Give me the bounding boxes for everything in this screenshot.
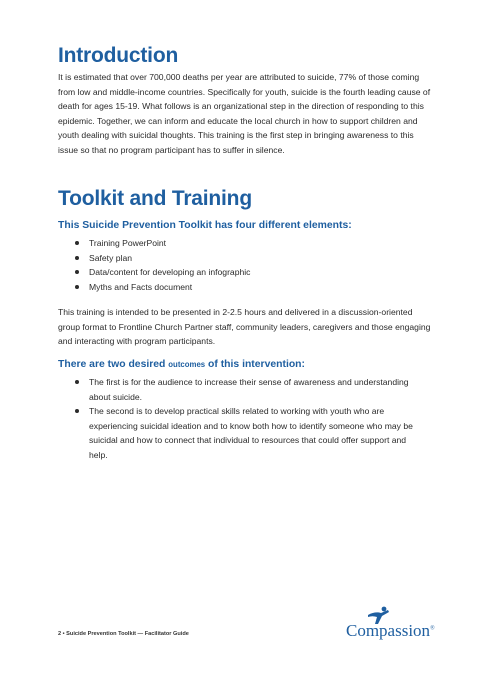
introduction-paragraph: It is estimated that over 700,000 deaths per year are attributed to suicide, 77% of those coming from low and middle-income countries. Specifically for youth, suicide is the fourth leading cause of death for ages 15-19. What follows is an organizational step in the direction of responding to this epidemic. Together, we can inform and educate the local church in how to support children and youth dealing with suicidal thoughts. This training is the first step in bringing awareness to this issue so that no program participant has to suffer in silence. (58, 72, 431, 155)
outcomes-subheading (58, 359, 305, 370)
registered-mark: ® (430, 625, 435, 632)
bullet-icon (75, 241, 79, 245)
list-item (75, 280, 375, 295)
list-item (75, 251, 375, 266)
list-item-text: Safety plan (89, 252, 132, 263)
elements-subheading: This Suicide Prevention Toolkit has four different elements: (58, 220, 352, 231)
logo-text: Compassion (346, 621, 431, 640)
bullet-icon (75, 409, 79, 413)
bullet-icon (75, 256, 79, 260)
elements-list (75, 236, 375, 294)
toolkit-heading: Toolkit and Training (58, 187, 252, 210)
list-item (75, 265, 375, 280)
compassion-logo (346, 606, 441, 644)
logo-wordmark (346, 621, 435, 641)
list-item-text: The second is to develop practical skills related to working with youth who are experiencing suicidal ideation and to know both how to identify someone who may be suicidal and how to connect that individual to resources that could offer support and help. (89, 406, 413, 460)
list-item (75, 236, 375, 251)
page-footer: 2 • Suicide Prevention Toolkit — Facilitator Guide (58, 631, 189, 637)
list-item-text: The first is for the audience to increase their sense of awareness and understanding about suicide. (89, 377, 409, 402)
list-item (75, 375, 425, 404)
outcomes-list (75, 375, 425, 463)
list-item-text: Myths and Facts document (89, 281, 193, 292)
outcomes-heading-keyword: outcomes (168, 360, 206, 369)
bullet-icon (75, 270, 79, 274)
bullet-icon (75, 380, 79, 384)
list-item-text: Data/content for developing an infographic (89, 267, 251, 278)
outcomes-heading-end: of this intervention: (205, 359, 305, 370)
outcomes-heading-start: There are two desired (58, 359, 169, 370)
list-item-text: Training PowerPoint (89, 238, 167, 248)
bullet-icon (75, 285, 79, 289)
training-paragraph: This training is intended to be presented in 2-2.5 hours and delivered in a discussion-oriented group format to Frontline Church Partner staff, community leaders, caregivers and those engaging and interacting with program participants. (58, 307, 431, 347)
introduction-heading: Introduction (58, 44, 179, 67)
list-item (75, 404, 425, 462)
